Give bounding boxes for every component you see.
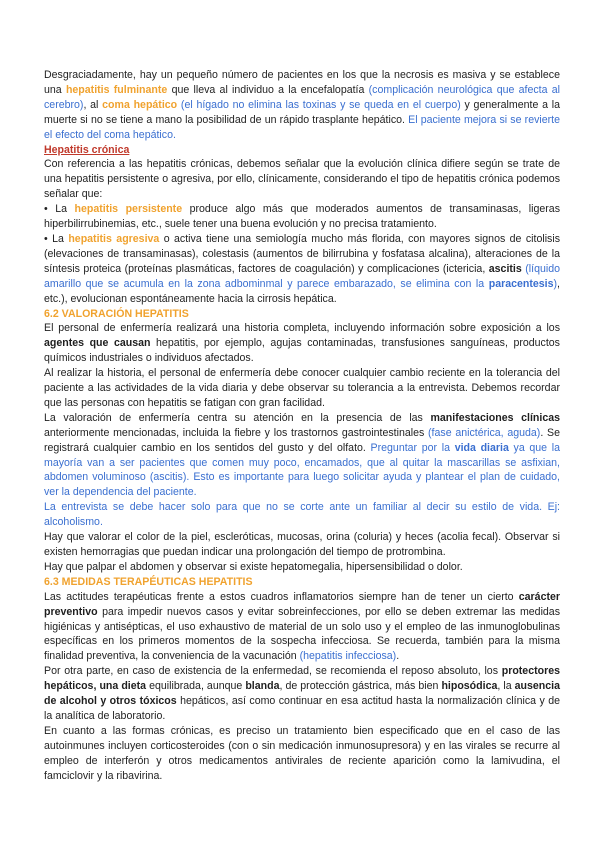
keyword-hepatitis-agresiva: hepatitis agresiva: [68, 232, 160, 245]
keyword-coma-hepatico: coma hepático: [102, 98, 178, 111]
keyword-hepatitis-fulminante: hepatitis fulminante: [65, 83, 168, 96]
paragraph-reposo: Por otra parte, en caso de existencia de la enfermedad, se recomienda el reposo absoluto, los protectores hepáticos, una dieta equilibrada, aunque blanda, de protección gástrica, más bien hiposódica, la ausencia de alcohol y otros tóxicos hepáticos, así como continuar en esa actitud hasta la normalización clínica y de la analítica de laboratorio.: [44, 665, 561, 722]
note-coma: (el hígado no elimina las toxinas y se queda en el cuerpo): [180, 98, 461, 111]
note-fase-anicterica: (fase anictérica, aguda): [428, 426, 541, 439]
keyword-paracentesis: paracentesis: [488, 277, 554, 290]
keyword-ausencia-alcohol: ausencia de alcohol y otros tóxicos: [44, 680, 561, 708]
note-vida-diaria: ya que la mayoría van a ser pacientes que comen muy poco, encamados, que al quitar la mascarillas se asfixian, abdomen voluminoso (ascitis). Esto es importante para luego solicitar ayuda y plantear el plan de cuidado, ver la dependencia del paciente.: [44, 441, 561, 499]
paragraph-preventivo: Las actitudes terapéuticas frente a estos cuadros inflamatorios siempre han de tener un cierto carácter preventivo para impedir nuevos casos y evitar sobreinfecciones, por ello se deben extremar las medidas higiénicas y antisépticas, el uso exhaustivo de material de un solo uso y el empleo de las inmunoglobulinas específicas en los primeros momentos de la sospecha infecciosa. Se recuerda, también para la misma finalidad preventiva, la conveniencia de la vacunación (hepatitis infecciosa).: [44, 590, 560, 663]
keyword-hepatitis-persistente: hepatitis persistente: [74, 203, 183, 216]
bullet-hepatitis-persistente: • La hepatitis persistente produce algo más que moderados aumentos de transaminasas, ligeras hiperbilirrubinemias, etc., suele tener una buena evolución y no precisa tratamiento.: [44, 203, 560, 231]
note-hepatitis-infecciosa: (hepatitis infecciosa): [299, 650, 397, 663]
heading-hepatitis-cronica: Hepatitis crónica: [44, 143, 130, 156]
keyword-vida-diaria: vida diaria: [454, 441, 509, 454]
keyword-protectores: protectores hepáticos, una dieta: [44, 665, 560, 693]
heading-medidas: 6.3 MEDIDAS TERAPÉUTICAS HEPATITIS: [44, 575, 253, 588]
keyword-ascitis: ascitis: [488, 262, 522, 275]
keyword-caracter-preventivo: carácter preventivo: [44, 590, 560, 618]
note-ascitis: (líquido amarillo que se acumula en la zona adbominmal y parece embarazado, se elimina con la: [44, 262, 560, 290]
heading-valoracion: 6.2 VALORACIÓN HEPATITIS: [44, 307, 189, 320]
note-encefalopatia: (complicación neurológica que afecta al cerebro): [44, 83, 560, 111]
keyword-manifestaciones: manifestaciones clínicas: [430, 411, 560, 424]
keyword-hiposodica: hiposódica: [441, 680, 498, 693]
paragraph-historia: El personal de enfermería realizará una historia completa, incluyendo información sobre exposición a los agentes que causan hepatitis, por ejemplo, agujas contaminadas, transfusiones sanguíneas, productos químicos industriales o individuos afectados.: [44, 322, 560, 365]
keyword-agentes: agentes que causan: [44, 337, 151, 350]
paragraph-color-piel: Hay que valorar el color de la piel, escleróticas, mucosas, orina (coluria) y heces (acolia fecal). Observar si existen hemorragias que puedan indicar una prolongación del tiempo de protrombina.: [44, 531, 560, 558]
bullet-hepatitis-agresiva: • La hepatitis agresiva o activa tiene una semiología mucho más florida, con mayores signos de citolisis (elevaciones de transaminasas), colestasis (aumentos de bilirrubina y fosfatasa alcalina), alteraciones de la síntesis proteica (proteínas plasmáticas, factores de coagulación) y complicaciones (ictericia, ascitis (líquido amarillo que se acumula en la zona adbominmal y parece embarazado, se elimina con la paracentesis), etc.), evolucionan espontáneamente hacia la cirrosis hepática.: [44, 232, 561, 305]
note-mejora: El paciente mejora si se revierte el efecto del coma hepático.: [44, 113, 560, 141]
paragraph-entrevista: La entrevista se debe hacer solo para que no se corte ante un familiar al decir su estilo de vida. Ej: alcoholismo.: [44, 501, 560, 529]
paragraph-manifestaciones: La valoración de enfermería centra su atención en la presencia de las manifestaciones clínicas anteriormente mencionadas, incluida la fiebre y los trastornos gastrointestinales (fase anictérica, aguda). Se registrará cualquier cambio en los sentidos del gusto y del olfato. Preguntar por la vida diaria ya que la mayoría van a ser pacientes que comen muy poco, encamados, que al quitar la mascarillas se asfixian, abdomen voluminoso (ascitis). Esto es importante para luego solicitar ayuda y plantear el plan de cuidado, ver la dependencia del paciente.: [44, 411, 561, 499]
paragraph-formas-cronicas: En cuanto a las formas crónicas, es preciso un tratamiento bien especificado que en el caso de las autoinmunes incluyen corticosteroides (con o sin medicación inmunosupresora) y en las virales se recurre al empleo de interferón y otros medicamentos antivirales de reciente aparición como la lamivudina, el famciclovir y la ribavirina.: [44, 724, 560, 782]
keyword-blanda: blanda: [245, 680, 280, 693]
paragraph-cronicas-intro: Con referencia a las hepatitis crónicas, debemos señalar que la evolución clínica difiere según se trate de una hepatitis persistente o agresiva, por ello, clínicamente, considerando el tipo de hepatitis crónica podemos señalar que:: [44, 158, 560, 201]
paragraph-fulminant: Desgraciadamente, hay un pequeño número de pacientes en los que la necrosis es masiva y se establece una hepatitis fulminante que lleva al individuo a la encefalopatía (complicación neurológica que afecta al cerebro), al coma hepático (el hígado no elimina las toxinas y se queda en el cuerpo) y generalmente a la muerte si no se tiene a mano la posibilidad de un rápido trasplante hepático. El paciente mejora si se revierte el efecto del coma hepático.: [44, 69, 560, 141]
paragraph-tolerancia: Al realizar la historia, el personal de enfermería debe conocer cualquier cambio reciente en la tolerancia del paciente a las actividades de la vida diaria y debe observar su tolerancia a la entrevista. Debemos recordar que las personas con hepatitis se fatigan con gran facilidad.: [44, 367, 560, 409]
paragraph-palpar: Hay que palpar el abdomen y observar si existe hepatomegalia, hipersensibilidad o dolor.: [44, 560, 463, 573]
